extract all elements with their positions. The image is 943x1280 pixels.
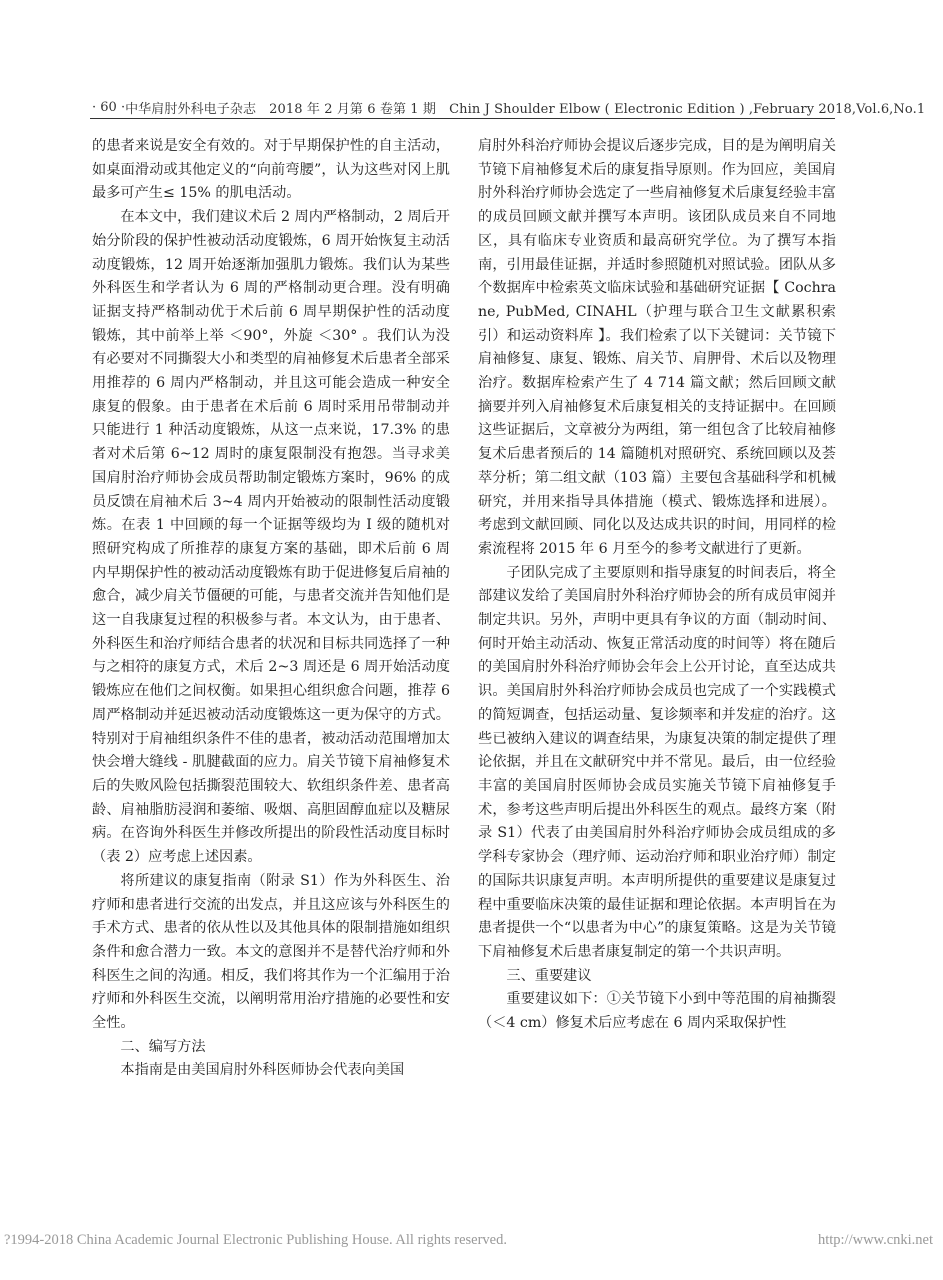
page-number: · 60 ·: [92, 100, 126, 115]
left-paragraph-2: 在本文中，我们建议术后 2 周内严格制动，2 周后开始分阶段的保护性被动活动度锻炼，6 周开始恢复主动活动度锻炼，12 周开始逐渐加强肌力锻炼。我们认为某些外科医生和学者认为 6 周的严格制动更合理。没有明确证据支持严格制动优于术后前 6 周早期保护性的活动度锻炼，其中前举上举 ＜90°，外旋 ＜30° 。我们认为没有必要对不同撕裂大小和类型的肩袖修复术后患者全部采用推荐的 6 周内严格制动，并且这可能会造成一种安全康复的假象。由于患者在术后前 6 周时采用吊带制动并只能进行 1 种活动度锻炼，从这一点来说，17.3% 的患者对术后第 6~12 周时的康复限制没有抱怨。当寻求美国肩肘治疗师协会成员帮助制定锻炼方案时，96% 的成员反馈在肩袖术后 3~4 周内开始被动的限制性活动度锻炼。在表 1 中回顾的每一个证据等级均为 I 级的随机对照研究构成了所推荐的康复方案的基础，即术后前 6 周内早期保护性的被动活动度锻炼有助于促进修复后肩袖的愈合，减少肩关节僵硬的可能，与患者交流并告知他们是这一自我康复过程的积极参与者。本文认为，由于患者、外科医生和治疗师结合患者的状况和目标共同选择了一种与之相符的康复方式，术后 2~3 周还是 6 周开始活动度锻炼应在他们之间权衡。如果担心组织愈合问题，推荐 6 周严格制动并延迟被动活动度锻炼这一更为保守的方式。特别对于肩袖组织条件不佳的患者，被动活动范围增加太快会增大缝线 - 肌腱截面的应力。肩关节镜下肩袖修复术后的失败风险包括撕裂范围较大、软组织条件差、患者高龄、肩袖脂肪浸润和萎缩、吸烟、高胆固醇血症以及糖尿病。在咨询外科医生并修改所提出的阶段性活动度目标时（表 2）应考虑上述因素。: [92, 209, 450, 866]
header-rule: [90, 118, 835, 119]
page-footer: [0, 1232, 943, 1249]
right-column: [478, 135, 836, 1220]
right-paragraph-2: 子团队完成了主要原则和指导康复的时间表后，将全部建议发给了美国肩肘外科治疗师协会的所有成员审阅并制定共识。另外，声明中更具有争议的方面（制动时间、何时开始主动活动、恢复正常活动度的时间等）将在随后的美国肩肘外科治疗师协会年会上公开讨论，直至达成共识。美国肩肘外科治疗师协会成员也完成了一个实践模式的简短调查，包括运动量、复诊频率和并发症的治疗。这些已被纳入建议的调查结果，为康复决策的制定提供了理论依据，并且在文献研究中并不常见。最后，由一位经验丰富的美国肩肘医师协会成员实施关节镜下肩袖修复手术，参考这些声明后提出外科医生的观点。最终方案（附录 S1）代表了由美国肩肘外科治疗师协会成员组成的多学科专家协会（理疗师、运动治疗师和职业治疗师）制定的国际共识康复声明。本声明所提供的重要建议是康复过程中重要临床决策的最佳证据和理论依据。本声明旨在为患者提供一个“以患者为中心”的康复策略。这是为关节镜下肩袖修复术后患者康复制定的第一个共识声明。: [478, 564, 836, 960]
copyright-notice: ?1994-2018 China Academic Journal Electronic Publishing House. All rights reserved.: [4, 1232, 507, 1248]
section-heading-methods: 二、编写方法: [120, 1038, 206, 1055]
section-heading-recommendations: 三、重要建议: [506, 967, 592, 984]
left-paragraph-1: 的患者来说是安全有效的。对于早期保护性的自主活动，如桌面滑动或其他定义的“向前弯腰”，认为这些对冈上肌最多可产生≤ 15% 的肌电活动。: [92, 138, 450, 202]
running-header: [92, 98, 926, 117]
footer-url: http://www.cnki.net: [817, 1232, 933, 1248]
left-column: [92, 135, 450, 1220]
right-paragraph-3: 重要建议如下：①关节镜下小到中等范围的肩袖撕裂（＜4 cm）修复术后应考虑在 6 周内采取保护性: [478, 991, 836, 1032]
left-paragraph-3: 将所建议的康复指南（附录 S1）作为外科医生、治疗师和患者进行交流的出发点，并且这应该与外科医生的手术方式、患者的依从性以及其他具体的限制措施如组织条件和愈合潜力一致。本文的意图并不是替代治疗师和外科医生之间的沟通。相反，我们将其作为一个汇编用于治疗师和外科医生交流，以阐明常用治疗措施的必要性和安全性。: [92, 872, 450, 1032]
left-paragraph-4: 本指南是由美国肩肘外科医师协会代表向美国: [120, 1062, 405, 1079]
journal-citation-line: 中华肩肘外科电子杂志 2018 年 2 月第 6 卷第 1 期 Chin J Shoulder Elbow ( Electronic Edition ) ,February 2018,Vol.6,No.1: [125, 102, 926, 117]
right-paragraph-1: 肩肘外科治疗师协会提议后逐步完成，目的是为阐明肩关节镜下肩袖修复术后的康复指导原则。作为回应，美国肩肘外科治疗师协会选定了一些肩袖修复术后康复经验丰富的成员回顾文献并撰写本声明。该团队成员来自不同地区，具有临床专业资质和最高研究学位。为了撰写本指南，引用最佳证据，并适时参照随机对照试验。团队从多个数据库中检索英文临床试验和基础研究证据【 Cochrane, PubMed, CINAHL（护理与联合卫生文献累积索引）和运动资料库 】。我们检索了以下关键词：关节镜下肩袖修复、康复、锻炼、肩关节、肩胛骨、术后以及物理治疗。数据库检索产生了 4 714 篇文献；然后回顾文献摘要并列入肩袖修复术后康复相关的支持证据中。在回顾这些证据后，文章被分为两组，第一组包含了比较肩袖修复术后患者预后的 14 篇随机对照研究、系统回顾以及荟萃分析；第二组文献（103 篇）主要包含基础科学和机械研究，并用来指导具体措施（模式、锻炼选择和进展）。考虑到文献回顾、同化以及达成共识的时间，用同样的检索流程将 2015 年 6 月至今的参考文献进行了更新。: [478, 138, 836, 557]
